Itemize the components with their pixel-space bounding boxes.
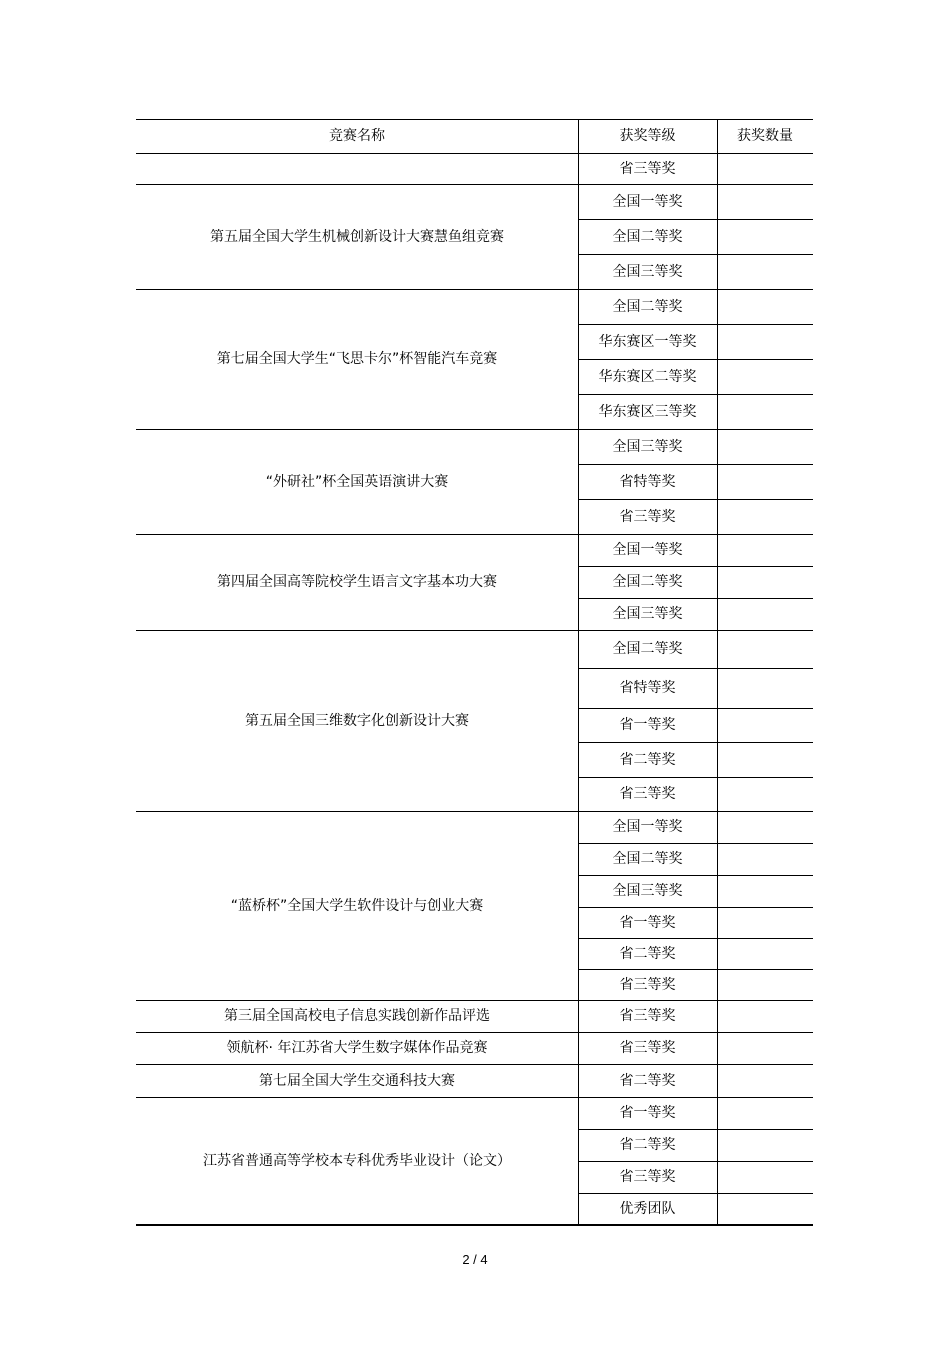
competition-name-cell: 第三届全国高校电子信息实践创新作品评选 — [224, 1008, 490, 1024]
award-count-cell — [717, 289, 813, 324]
award-count-cell — [717, 429, 813, 464]
award-count-cell — [717, 219, 813, 254]
award-count-cell — [717, 777, 813, 811]
competition-name-cell: 领航杯· 年江苏省大学生数字媒体作品竞赛 — [226, 1040, 488, 1056]
award-level-cell: 省二等奖 — [619, 1072, 676, 1089]
table-column-rule — [717, 119, 718, 1224]
award-count-cell — [717, 534, 813, 566]
award-count-cell — [717, 153, 813, 184]
competition-name-cell — [136, 153, 578, 184]
competition-name-cell: 江苏省普通高等学校本专科优秀毕业设计（论文） — [203, 1152, 511, 1169]
award-level-cell: 省二等奖 — [619, 751, 676, 768]
award-level-cell: 省一等奖 — [619, 717, 676, 733]
award-count-cell — [717, 359, 813, 394]
award-level-cell: 全国三等奖 — [612, 883, 683, 899]
award-level-cell: 全国二等奖 — [612, 298, 683, 315]
award-count-cell — [717, 843, 813, 875]
award-count-cell — [717, 742, 813, 777]
award-count-cell — [717, 1097, 813, 1129]
competition-name-cell: 第五届全国三维数字化创新设计大赛 — [245, 712, 469, 729]
award-level-cell: 全国一等奖 — [612, 819, 683, 835]
award-count-cell — [717, 811, 813, 843]
award-level-cell: 省三等奖 — [619, 1040, 676, 1056]
awards-table — [136, 119, 813, 1226]
competition-name-cell: 第五届全国大学生机械创新设计大赛慧鱼组竞赛 — [210, 228, 504, 245]
award-count-cell — [717, 566, 813, 598]
award-count-cell — [717, 1161, 813, 1193]
header-award-level: 获奖等级 — [619, 128, 676, 144]
competition-name-cell: 第四届全国高等院校学生语言文字基本功大赛 — [217, 574, 497, 590]
award-level-cell: 全国一等奖 — [612, 193, 683, 210]
award-level-cell: 省三等奖 — [619, 786, 676, 802]
competition-name-cell: 第七届全国大学生“飞思卡尔”杯智能汽车竞赛 — [216, 351, 498, 367]
award-count-cell — [717, 324, 813, 359]
award-level-cell: 省二等奖 — [619, 1137, 676, 1153]
competition-name-cell: “蓝桥杯”全国大学生软件设计与创业大赛 — [230, 897, 484, 914]
award-count-cell — [717, 254, 813, 289]
award-level-cell: 省一等奖 — [619, 1105, 676, 1121]
award-level-cell: 全国二等奖 — [612, 228, 683, 245]
award-count-cell — [717, 708, 813, 742]
competition-name-cell: “外研社”杯全国英语演讲大赛 — [265, 473, 449, 490]
award-level-cell: 华东赛区三等奖 — [598, 403, 697, 420]
award-count-cell — [717, 464, 813, 499]
award-count-cell — [717, 184, 813, 219]
award-level-cell: 全国二等奖 — [612, 574, 683, 590]
award-count-cell — [717, 598, 813, 630]
award-count-cell — [717, 907, 813, 938]
award-level-cell: 全国三等奖 — [612, 438, 683, 455]
header-competition-name: 竞赛名称 — [329, 128, 385, 144]
award-level-cell: 省三等奖 — [619, 1169, 676, 1185]
award-count-cell — [717, 875, 813, 907]
award-count-cell — [717, 630, 813, 668]
award-level-cell: 全国三等奖 — [612, 606, 683, 622]
competition-name-cell: 第七届全国大学生交通科技大赛 — [259, 1072, 455, 1089]
award-level-cell: 省三等奖 — [619, 1008, 676, 1024]
award-count-cell — [717, 1000, 813, 1032]
page-number: 2 / 4 — [462, 1252, 488, 1267]
award-count-cell — [717, 938, 813, 969]
award-level-cell: 全国一等奖 — [612, 542, 683, 558]
award-level-cell: 优秀团队 — [619, 1200, 676, 1217]
award-count-cell — [717, 969, 813, 1000]
award-level-cell: 华东赛区一等奖 — [598, 333, 697, 350]
award-count-cell — [717, 499, 813, 534]
award-level-cell: 全国三等奖 — [612, 263, 683, 280]
award-count-cell — [717, 1064, 813, 1097]
award-count-cell — [717, 1193, 813, 1224]
award-count-cell — [717, 1032, 813, 1064]
table-column-rule — [578, 119, 579, 1224]
award-level-cell: 省二等奖 — [619, 945, 676, 962]
header-award-count: 获奖数量 — [737, 128, 793, 144]
award-count-cell — [717, 394, 813, 429]
award-level-cell: 省一等奖 — [619, 914, 676, 931]
award-level-cell: 省特等奖 — [619, 473, 676, 490]
award-count-cell — [717, 1129, 813, 1161]
award-level-cell: 省三等奖 — [619, 976, 676, 993]
award-level-cell: 全国二等奖 — [612, 851, 683, 867]
award-level-cell: 省特等奖 — [619, 680, 676, 696]
award-count-cell — [717, 668, 813, 708]
award-level-cell: 全国二等奖 — [612, 641, 683, 657]
award-level-cell: 省三等奖 — [619, 508, 676, 525]
award-level-cell: 华东赛区二等奖 — [598, 368, 697, 385]
table-rule — [136, 1224, 813, 1226]
award-level-cell: 省三等奖 — [619, 160, 676, 177]
